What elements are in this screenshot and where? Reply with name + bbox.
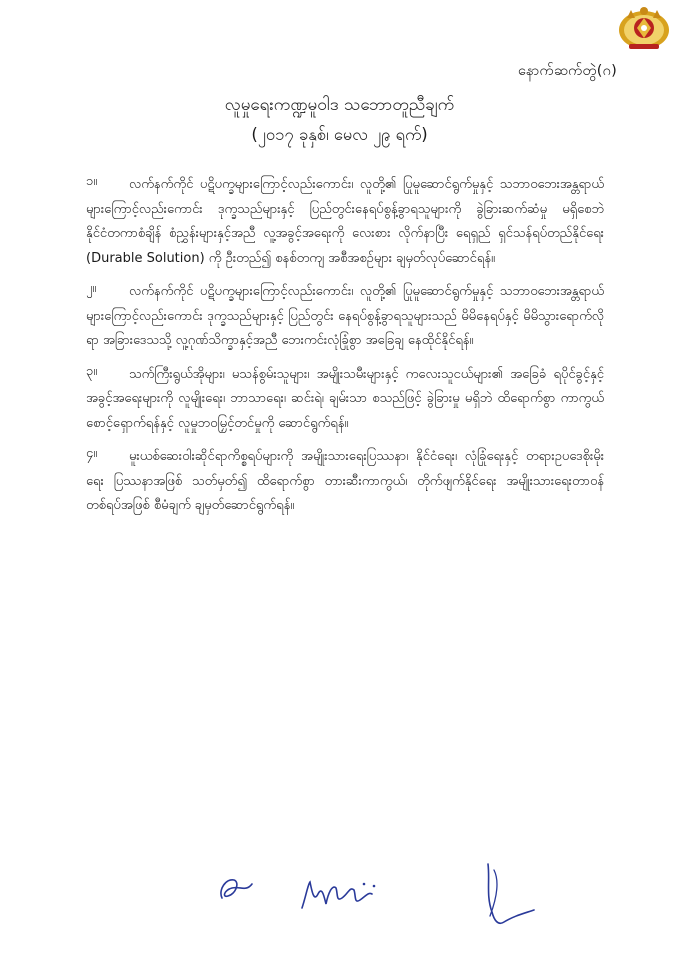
- document-date: (၂၀၁၇ ခုနှစ်၊ မေလ ၂၉ ရက်): [251, 125, 428, 144]
- clause-3: [86, 363, 604, 437]
- clause-text: မူးယစ်ဆေးဝါးဆိုင်ရာကိစ္စရပ်များကို အမျိုးသားရေးပြဿနာ၊ နိုင်ငံရေး၊ လုံခြုံရေးနှင့် တရားဥပဒေစိုးမိုးရေး ပြဿနာအဖြစ် သတ်မှတ်၍ ထိရောက်စွာ တားဆီးကာကွယ်၊ တိုက်ဖျက်နိုင်ရေး အမျိုးသားရေးတာဝန်တစ်ရပ်အဖြစ် စီမံချက် ချမှတ်ဆောင်ရွက်ရန်။: [86, 449, 604, 513]
- clause-number: ၂။: [86, 281, 97, 296]
- clause-text: လက်နက်ကိုင် ပဋိပက္ခများကြောင့်လည်းကောင်း၊ လူတို့၏ ပြုမူဆောင်ရွက်မှုနှင့် သဘာဝဘေးအန္တရာယ်များကြောင့်လည်းကောင်း ဒုက္ခသည်များနှင့် ပြည်တွင်းနေရပ်စွန့်ခွာရသူများကို ခွဲခြားဆက်ဆံမှု မရှိစေဘဲ နိုင်ငံတကာစံချိန် စံညွှန်းများနှင့်အညီ လူ့အခွင့်အရေးကို လေးစား လိုက်နာပြီး ရေရှည် ရှင်သန်ရပ်တည်နိုင်ရေး (Durable Solution) ကို ဦးတည်၍ စနစ်တကျ အစီအစဉ်များ ချမှတ်လုပ်ဆောင်ရန်။: [86, 177, 604, 266]
- clause-text: သက်ကြီးရွယ်အိုများ၊ မသန်စွမ်းသူများ၊ အမျိုးသမီးများနှင့် ကလေးသူငယ်များ၏ အခြေခံ ရပိုင်ခွင့်နှင့် အခွင့်အရေးများကို လူမျိုးရေး၊ ဘာသာရေး၊ ဆင်းရဲ၊ ချမ်းသာ စသည်ဖြင့် ခွဲခြားမှု မရှိဘဲ ထိရောက်စွာ ကာကွယ်စောင့်ရှောက်ရန်နှင့် လူမှုဘဝမြှင့်တင်မှုကို ဆောင်ရွက်ရန်။: [86, 366, 604, 431]
- clause-4: [86, 445, 604, 519]
- clause-number: ၃။: [86, 363, 98, 379]
- state-emblem-icon: [617, 4, 671, 50]
- clause-number: ၁။: [86, 174, 98, 189]
- clause-2: [86, 280, 604, 354]
- signature-2: [296, 874, 386, 916]
- clause-1: [86, 173, 604, 271]
- clause-list: [86, 173, 604, 528]
- clause-text: လက်နက်ကိုင် ပဋိပက္ခများကြောင့်လည်းကောင်း၊ လူတို့၏ ပြုမူဆောင်ရွက်မှုနှင့် သဘာဝဘေးအန္တရာယ်များကြောင့်လည်းကောင်း ဒုက္ခသည်များနှင့် ပြည်တွင်း နေရပ်စွန့်ခွာရသူများသည် မိမိနေရပ်နှင့် မိမိသွားရောက်လိုရာ အခြားဒေသသို့ လူ့ဂုဏ်သိက္ခာနှင့်အညီ ဘေးကင်းလုံခြုံစွာ အခြေချ နေထိုင်နိုင်ရန်။: [86, 284, 604, 348]
- annex-label: နောက်ဆက်တွဲ(ဂ): [517, 63, 617, 79]
- signature-3: [478, 860, 538, 934]
- signature-1: [216, 870, 256, 906]
- clause-number: ၄။: [86, 446, 98, 461]
- document-title: လူမှုရေးကဏ္ဍမူဝါဒ သဘောတူညီချက်: [224, 95, 455, 115]
